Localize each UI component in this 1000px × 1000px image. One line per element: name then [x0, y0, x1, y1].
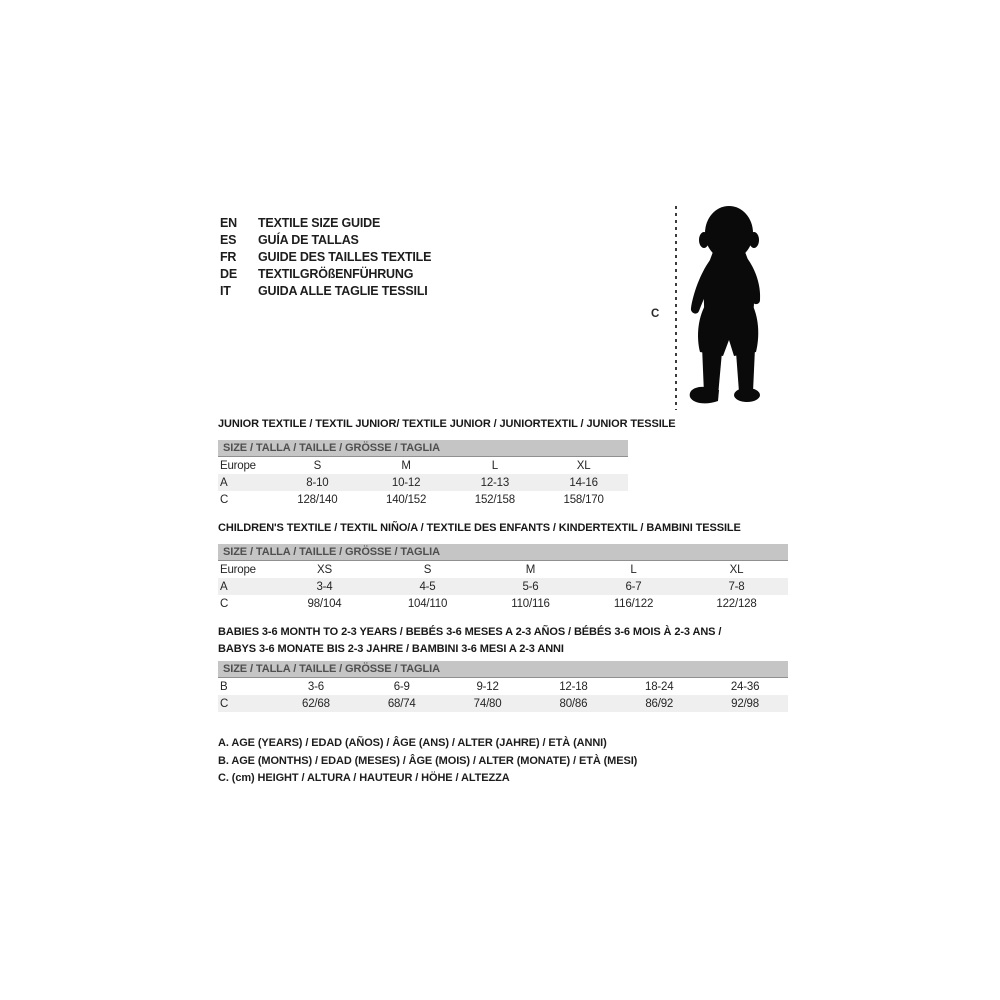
language-code: DE: [220, 267, 237, 281]
height-cell: 62/68: [302, 697, 330, 710]
row-label: C: [220, 597, 229, 610]
age-cell: 24-36: [730, 680, 760, 693]
age-cell: 7-8: [728, 580, 745, 593]
babies-title-line1: BABIES 3-6 MONTH TO 2-3 YEARS / BEBÉS 3-6 MESES A 2-3 AÑOS / BÉBÉS 3-6 MOIS À 2-3 ANS /: [218, 626, 722, 638]
height-cell: 98/104: [307, 597, 342, 610]
height-cell: 74/80: [473, 697, 502, 710]
toddler-silhouette-icon: [683, 204, 775, 411]
language-row: [220, 232, 431, 249]
row-label: A: [220, 476, 228, 489]
babies-title-line2: BABYS 3-6 MONATE BIS 2-3 JAHRE / BAMBINI 3-6 MESI A 2-3 ANNI: [218, 643, 564, 655]
language-label: TEXTILGRÖßENFÜHRUNG: [258, 267, 414, 281]
language-code: ES: [220, 233, 237, 247]
age-cell: 12-18: [559, 680, 588, 693]
language-label: GUIDE DES TAILLES TEXTILE: [258, 250, 432, 264]
language-code: FR: [220, 250, 237, 264]
size-cell: M: [401, 459, 411, 472]
height-cell: 140/152: [386, 493, 427, 506]
size-cell: L: [630, 563, 637, 576]
age-cell: 3-4: [316, 580, 333, 593]
size-cell: XL: [729, 563, 744, 576]
age-cell: 10-12: [391, 476, 421, 489]
size-cell: XL: [576, 459, 591, 472]
babies-table-title: [218, 624, 721, 658]
age-cell: 5-6: [522, 580, 539, 593]
language-row: [220, 266, 431, 283]
legend-line-b: B. AGE (MONTHS) / EDAD (MESES) / ÂGE (MOIS) / ALTER (MONATE) / ETÀ (MESI): [218, 754, 638, 767]
row-label: Europe: [220, 459, 256, 472]
row-label: B: [220, 680, 228, 693]
height-cell: 86/92: [645, 697, 674, 710]
table-row: [218, 695, 788, 712]
height-cell: 68/74: [387, 697, 416, 710]
legend-line-a: A. AGE (YEARS) / EDAD (AÑOS) / ÂGE (ANS) / ALTER (JAHRE) / ETÀ (ANNI): [218, 737, 607, 749]
height-cell: 122/128: [716, 597, 757, 610]
size-bar: SIZE / TALLA / TAILLE / GRÖSSE / TAGLIA: [218, 440, 628, 457]
row-label: Europe: [220, 563, 256, 576]
size-bar: SIZE / TALLA / TAILLE / GRÖSSE / TAGLIA: [218, 661, 788, 678]
language-label: GUÍA DE TALLAS: [258, 233, 359, 247]
age-cell: 14-16: [569, 476, 598, 489]
language-row: [220, 249, 431, 266]
height-cell: 92/98: [731, 697, 759, 710]
height-cell: 152/158: [474, 493, 515, 506]
babies-size-table: [218, 661, 788, 712]
height-cell: 110/116: [511, 597, 550, 610]
row-label: C: [220, 697, 229, 710]
language-label: TEXTILE SIZE GUIDE: [258, 216, 381, 230]
row-label: A: [220, 580, 228, 593]
childrens-table-title: CHILDREN'S TEXTILE / TEXTIL NIÑO/A / TEXTILE DES ENFANTS / KINDERTEXTIL / BAMBINI TESSILE: [218, 522, 741, 534]
size-cell: M: [525, 563, 536, 576]
height-dashed-line: [675, 206, 677, 410]
age-cell: 6-9: [393, 680, 410, 693]
table-row: [218, 561, 788, 578]
table-row: [218, 474, 628, 491]
size-bar: SIZE / TALLA / TAILLE / GRÖSSE / TAGLIA: [218, 544, 788, 561]
table-row: [218, 578, 788, 595]
age-cell: 12-13: [480, 476, 510, 489]
height-cell: 104/110: [407, 597, 448, 610]
size-cell: S: [313, 459, 322, 472]
table-row: [218, 678, 788, 695]
size-cell: S: [423, 563, 432, 576]
table-row: [218, 457, 628, 474]
age-cell: 6-7: [625, 580, 642, 593]
height-cell: 158/170: [563, 493, 604, 506]
junior-table-title: JUNIOR TEXTILE / TEXTIL JUNIOR/ TEXTILE JUNIOR / JUNIORTEXTIL / JUNIOR TESSILE: [218, 418, 676, 430]
legend-line-c: C. (cm) HEIGHT / ALTURA / HAUTEUR / HÖHE / ALTEZZA: [218, 772, 510, 784]
language-code: IT: [220, 284, 231, 298]
junior-size-table: [218, 440, 628, 508]
age-cell: 3-6: [307, 680, 324, 693]
height-marker-label: C: [651, 308, 660, 320]
height-cell: 128/140: [297, 493, 338, 506]
height-figure: [645, 190, 795, 422]
table-row: [218, 595, 788, 612]
size-cell: L: [491, 459, 498, 472]
age-cell: 18-24: [645, 680, 674, 693]
age-cell: 9-12: [476, 680, 499, 693]
age-cell: 8-10: [306, 476, 329, 489]
height-cell: 80/86: [559, 697, 588, 710]
language-label: GUIDA ALLE TAGLIE TESSILI: [258, 284, 428, 298]
legend: [218, 735, 637, 788]
language-list: [220, 215, 431, 300]
language-row: [220, 215, 431, 232]
language-row: [220, 283, 431, 300]
height-cell: 116/122: [613, 597, 654, 610]
age-cell: 4-5: [419, 580, 436, 593]
size-cell: XS: [317, 563, 332, 576]
row-label: C: [220, 493, 229, 506]
language-code: EN: [220, 216, 237, 230]
table-row: [218, 491, 628, 508]
childrens-size-table: [218, 544, 788, 612]
